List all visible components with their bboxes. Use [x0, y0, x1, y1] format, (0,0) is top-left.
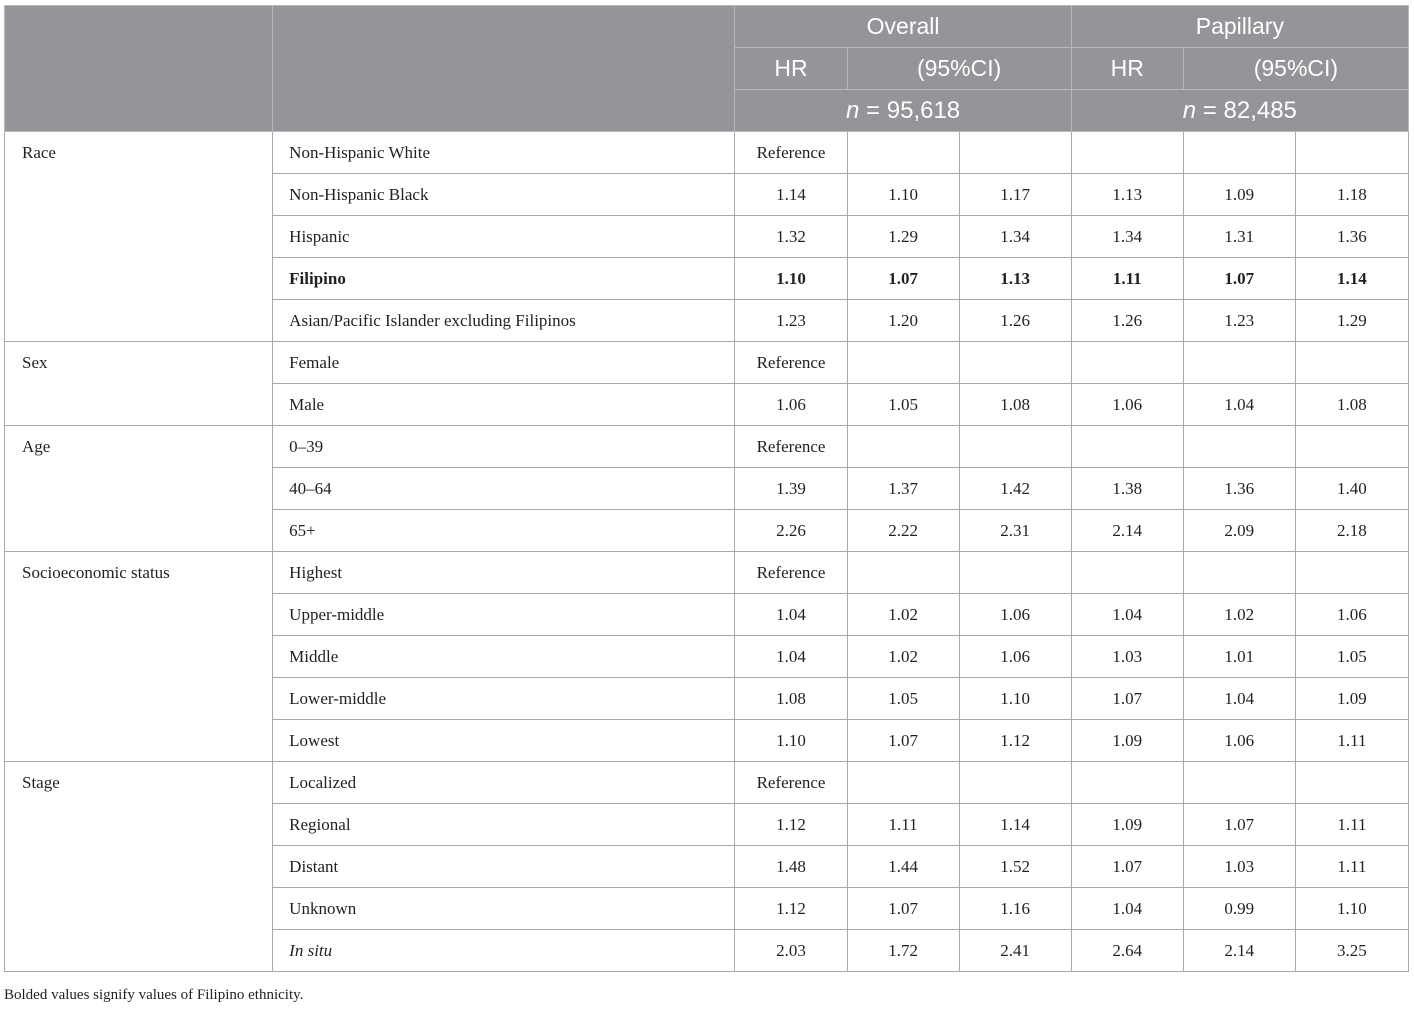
value-cell-papillary-ci-lower: 1.36	[1183, 468, 1295, 510]
level-cell: Asian/Pacific Islander excluding Filipinos	[273, 300, 735, 342]
value-cell-overall-ci-lower	[847, 552, 959, 594]
level-cell: Male	[273, 384, 735, 426]
value-cell-overall-ci-upper: 2.41	[959, 930, 1071, 972]
value-cell-overall-hr: Reference	[735, 342, 847, 384]
value-cell-overall-ci-upper: 1.08	[959, 384, 1071, 426]
value-cell-overall-ci-upper: 1.06	[959, 594, 1071, 636]
value-cell-papillary-ci-upper: 1.36	[1295, 216, 1408, 258]
value-cell-papillary-ci-lower: 1.06	[1183, 720, 1295, 762]
value-cell-papillary-ci-lower: 1.03	[1183, 846, 1295, 888]
value-cell-papillary-hr: 1.09	[1071, 720, 1183, 762]
value-cell-overall-ci-lower: 2.22	[847, 510, 959, 552]
value-cell-papillary-ci-upper: 1.05	[1295, 636, 1408, 678]
level-cell: Regional	[273, 804, 735, 846]
value-cell-overall-ci-upper: 1.52	[959, 846, 1071, 888]
level-cell: Distant	[273, 846, 735, 888]
n-value: 95,618	[886, 96, 961, 124]
table-footnote: Bolded values signify values of Filipino ethnicity.	[4, 987, 304, 1003]
value-cell-overall-hr: 2.03	[735, 930, 847, 972]
value-cell-overall-ci-lower	[847, 342, 959, 384]
value-cell-papillary-ci-lower	[1183, 552, 1295, 594]
level-cell: Lowest	[273, 720, 735, 762]
value-cell-overall-ci-upper: 1.12	[959, 720, 1071, 762]
variable-cell: Race	[5, 132, 273, 342]
value-cell-overall-ci-lower: 1.37	[847, 468, 959, 510]
value-cell-papillary-hr: 1.04	[1071, 888, 1183, 930]
value-cell-papillary-ci-lower: 1.02	[1183, 594, 1295, 636]
table-container	[4, 5, 1409, 972]
table-body	[5, 132, 1409, 972]
value-cell-overall-ci-upper: 1.42	[959, 468, 1071, 510]
value-cell-overall-ci-upper: 1.17	[959, 174, 1071, 216]
value-cell-overall-ci-lower: 1.07	[847, 720, 959, 762]
value-cell-papillary-ci-upper	[1295, 552, 1408, 594]
value-cell-papillary-ci-upper: 1.08	[1295, 384, 1408, 426]
value-cell-papillary-ci-lower: 1.04	[1183, 678, 1295, 720]
value-cell-papillary-ci-lower: 1.04	[1183, 384, 1295, 426]
header-group-papillary: Papillary	[1071, 6, 1408, 48]
level-cell: Hispanic	[273, 216, 735, 258]
value-cell-papillary-hr: 1.07	[1071, 846, 1183, 888]
value-cell-papillary-ci-lower: 2.09	[1183, 510, 1295, 552]
value-cell-overall-ci-upper: 2.31	[959, 510, 1071, 552]
value-cell-papillary-ci-lower: 1.23	[1183, 300, 1295, 342]
value-cell-overall-ci-lower: 1.07	[847, 258, 959, 300]
value-cell-papillary-ci-lower: 2.14	[1183, 930, 1295, 972]
table-row	[5, 426, 1409, 468]
value-cell-overall-ci-lower: 1.02	[847, 594, 959, 636]
value-cell-papillary-ci-upper: 1.29	[1295, 300, 1408, 342]
value-cell-papillary-ci-lower: 1.31	[1183, 216, 1295, 258]
value-cell-papillary-ci-upper	[1295, 762, 1408, 804]
value-cell-overall-hr: 1.12	[735, 804, 847, 846]
value-cell-papillary-ci-lower	[1183, 762, 1295, 804]
value-cell-papillary-hr: 1.13	[1071, 174, 1183, 216]
level-cell: Localized	[273, 762, 735, 804]
level-cell: 65+	[273, 510, 735, 552]
value-cell-overall-hr: 1.14	[735, 174, 847, 216]
value-cell-overall-ci-lower	[847, 426, 959, 468]
value-cell-overall-hr: 1.10	[735, 720, 847, 762]
hazard-ratio-table	[4, 5, 1409, 972]
value-cell-papillary-ci-upper: 1.09	[1295, 678, 1408, 720]
variable-cell: Socioeconomic status	[5, 552, 273, 762]
n-value: 82,485	[1223, 96, 1297, 124]
value-cell-overall-ci-upper: 1.06	[959, 636, 1071, 678]
value-cell-overall-ci-upper	[959, 552, 1071, 594]
value-cell-overall-ci-upper: 1.10	[959, 678, 1071, 720]
value-cell-overall-hr: Reference	[735, 552, 847, 594]
value-cell-papillary-hr: 2.64	[1071, 930, 1183, 972]
value-cell-overall-hr: 1.23	[735, 300, 847, 342]
value-cell-overall-hr: 1.12	[735, 888, 847, 930]
value-cell-papillary-ci-upper: 1.14	[1295, 258, 1408, 300]
value-cell-papillary-hr: 1.11	[1071, 258, 1183, 300]
value-cell-overall-ci-upper: 1.13	[959, 258, 1071, 300]
value-cell-overall-hr: Reference	[735, 426, 847, 468]
table-row	[5, 762, 1409, 804]
n-equals: =	[1196, 96, 1224, 124]
value-cell-papillary-ci-lower: 1.09	[1183, 174, 1295, 216]
value-cell-papillary-ci-upper: 1.40	[1295, 468, 1408, 510]
value-cell-papillary-ci-lower	[1183, 342, 1295, 384]
value-cell-papillary-ci-lower: 1.07	[1183, 804, 1295, 846]
level-cell: Middle	[273, 636, 735, 678]
value-cell-overall-ci-upper	[959, 426, 1071, 468]
variable-cell: Age	[5, 426, 273, 552]
value-cell-papillary-ci-lower	[1183, 132, 1295, 174]
level-cell: In situ	[273, 930, 735, 972]
table-row	[5, 342, 1409, 384]
n-equals: =	[859, 96, 887, 124]
value-cell-papillary-ci-lower: 1.01	[1183, 636, 1295, 678]
value-cell-papillary-hr: 1.07	[1071, 678, 1183, 720]
value-cell-papillary-ci-upper: 2.18	[1295, 510, 1408, 552]
level-cell: 40–64	[273, 468, 735, 510]
level-cell: 0–39	[273, 426, 735, 468]
value-cell-papillary-ci-upper: 1.11	[1295, 804, 1408, 846]
value-cell-papillary-hr	[1071, 342, 1183, 384]
value-cell-overall-ci-upper: 1.16	[959, 888, 1071, 930]
header-row-groups	[5, 6, 1409, 48]
level-cell: Non-Hispanic Black	[273, 174, 735, 216]
header-overall-ci: (95%CI)	[847, 48, 1071, 90]
value-cell-papillary-hr	[1071, 762, 1183, 804]
value-cell-papillary-hr: 1.34	[1071, 216, 1183, 258]
header-overall-n	[735, 90, 1071, 132]
value-cell-papillary-ci-upper: 1.10	[1295, 888, 1408, 930]
value-cell-overall-hr: 1.04	[735, 594, 847, 636]
value-cell-papillary-ci-upper: 3.25	[1295, 930, 1408, 972]
variable-cell: Stage	[5, 762, 273, 972]
value-cell-overall-hr: 1.06	[735, 384, 847, 426]
variable-cell: Sex	[5, 342, 273, 426]
value-cell-papillary-ci-upper	[1295, 426, 1408, 468]
value-cell-papillary-ci-upper: 1.06	[1295, 594, 1408, 636]
value-cell-papillary-hr	[1071, 426, 1183, 468]
value-cell-overall-ci-lower	[847, 132, 959, 174]
header-papillary-hr: HR	[1071, 48, 1183, 90]
header-corner-level	[273, 6, 735, 132]
value-cell-overall-ci-lower: 1.29	[847, 216, 959, 258]
value-cell-overall-hr: 2.26	[735, 510, 847, 552]
value-cell-papillary-ci-upper: 1.11	[1295, 720, 1408, 762]
table-row	[5, 552, 1409, 594]
header-papillary-ci: (95%CI)	[1183, 48, 1408, 90]
value-cell-papillary-ci-upper	[1295, 342, 1408, 384]
table-header	[5, 6, 1409, 132]
value-cell-overall-hr: 1.10	[735, 258, 847, 300]
value-cell-overall-ci-upper	[959, 762, 1071, 804]
value-cell-overall-hr: Reference	[735, 762, 847, 804]
value-cell-papillary-hr: 1.03	[1071, 636, 1183, 678]
value-cell-overall-hr: Reference	[735, 132, 847, 174]
level-cell: Non-Hispanic White	[273, 132, 735, 174]
level-cell: Upper-middle	[273, 594, 735, 636]
level-cell: Highest	[273, 552, 735, 594]
value-cell-papillary-ci-upper	[1295, 132, 1408, 174]
value-cell-overall-ci-lower: 1.02	[847, 636, 959, 678]
header-papillary-n	[1071, 90, 1408, 132]
value-cell-papillary-ci-upper: 1.11	[1295, 846, 1408, 888]
level-cell: Lower-middle	[273, 678, 735, 720]
header-corner-variable	[5, 6, 273, 132]
value-cell-papillary-ci-lower	[1183, 426, 1295, 468]
value-cell-papillary-hr	[1071, 132, 1183, 174]
header-overall-hr: HR	[735, 48, 847, 90]
value-cell-overall-ci-upper: 1.26	[959, 300, 1071, 342]
value-cell-overall-ci-lower	[847, 762, 959, 804]
level-cell: Female	[273, 342, 735, 384]
value-cell-overall-ci-upper: 1.34	[959, 216, 1071, 258]
value-cell-overall-ci-upper	[959, 342, 1071, 384]
value-cell-papillary-ci-upper: 1.18	[1295, 174, 1408, 216]
value-cell-overall-ci-lower: 1.07	[847, 888, 959, 930]
value-cell-overall-hr: 1.32	[735, 216, 847, 258]
value-cell-papillary-hr: 2.14	[1071, 510, 1183, 552]
value-cell-papillary-ci-lower: 1.07	[1183, 258, 1295, 300]
level-cell: Filipino	[273, 258, 735, 300]
value-cell-papillary-hr: 1.09	[1071, 804, 1183, 846]
value-cell-overall-ci-upper	[959, 132, 1071, 174]
value-cell-overall-hr: 1.08	[735, 678, 847, 720]
value-cell-papillary-ci-lower: 0.99	[1183, 888, 1295, 930]
value-cell-papillary-hr: 1.06	[1071, 384, 1183, 426]
value-cell-papillary-hr: 1.26	[1071, 300, 1183, 342]
header-group-overall: Overall	[735, 6, 1071, 48]
value-cell-papillary-hr: 1.04	[1071, 594, 1183, 636]
table-row	[5, 132, 1409, 174]
value-cell-overall-hr: 1.04	[735, 636, 847, 678]
n-symbol: n	[1182, 96, 1197, 124]
value-cell-papillary-hr	[1071, 552, 1183, 594]
value-cell-overall-ci-lower: 1.44	[847, 846, 959, 888]
value-cell-overall-ci-lower: 1.05	[847, 678, 959, 720]
n-symbol: n	[846, 96, 860, 124]
value-cell-papillary-hr: 1.38	[1071, 468, 1183, 510]
value-cell-overall-hr: 1.39	[735, 468, 847, 510]
value-cell-overall-ci-lower: 1.72	[847, 930, 959, 972]
value-cell-overall-ci-lower: 1.11	[847, 804, 959, 846]
value-cell-overall-ci-upper: 1.14	[959, 804, 1071, 846]
value-cell-overall-ci-lower: 1.20	[847, 300, 959, 342]
value-cell-overall-ci-lower: 1.10	[847, 174, 959, 216]
value-cell-overall-ci-lower: 1.05	[847, 384, 959, 426]
level-cell: Unknown	[273, 888, 735, 930]
value-cell-overall-hr: 1.48	[735, 846, 847, 888]
